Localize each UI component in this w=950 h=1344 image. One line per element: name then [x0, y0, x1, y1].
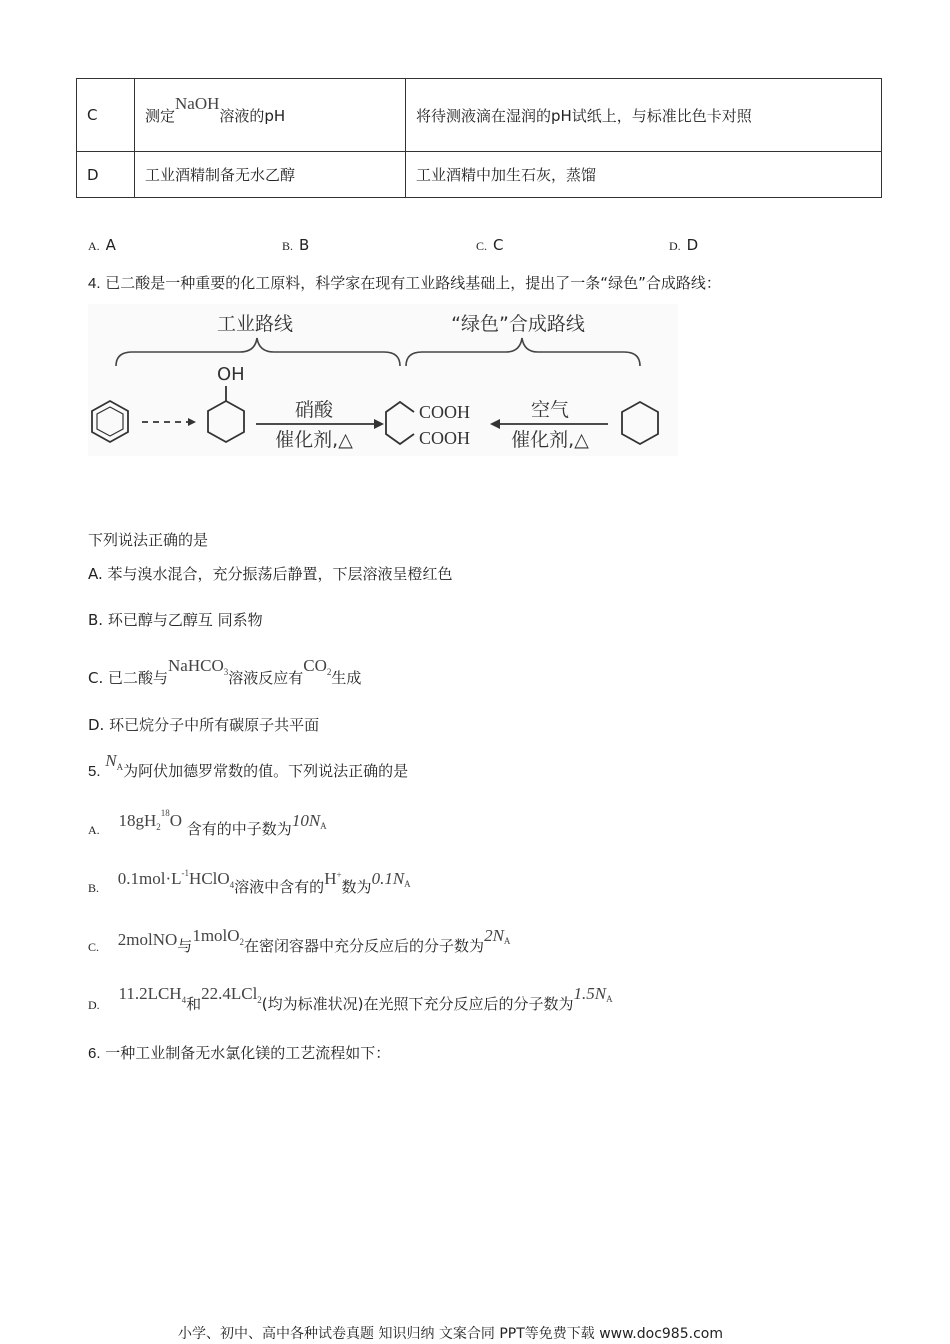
row-letter: D	[77, 152, 135, 198]
experiment-cell	[135, 79, 406, 152]
choice-d: D. D	[669, 236, 699, 254]
choice-c: C. C	[476, 236, 504, 254]
table-row	[77, 152, 882, 198]
formula-nahco3: NaHCO	[168, 656, 224, 675]
experiment-cell: 工业酒精制备无水乙醇	[135, 152, 406, 198]
exp-text: 溶液的pH	[219, 106, 286, 125]
q4-option-c: C. 已二酸与NaHCO$^3$溶液反应有$CO^2$生成	[88, 656, 362, 687]
catalyst-label-1: 催化剂,△	[275, 429, 353, 451]
q4-option-a: A. 苯与溴水混合，充分振荡后静置，下层溶液呈橙红色	[88, 565, 453, 583]
footer-banner: 小学、初中、高中各种试卷真题 知识归纳 文案合同 PPT等免费下载 www.doc985.com	[178, 1326, 723, 1342]
formula-naoh: NaOH	[175, 93, 220, 113]
q4-stem: 4. 已二酸是一种重要的化工原料，科学家在现有工业路线基础上，提出了一条“绿色”合成路线：	[88, 274, 721, 292]
choice-a: A. A	[88, 236, 116, 254]
cooh-top: COOH	[419, 402, 471, 422]
q4-question: 下列说法正确的是	[88, 531, 209, 549]
q5-stem: 5. $N^A$为阿伏加德罗常数的值。下列说法正确的是	[88, 751, 409, 780]
method-cell: 将待测液滴在湿润的pH试纸上，与标准比色卡对照	[406, 79, 882, 152]
q5-option-b: B. $0.1mol\cdot L^{-1}HClO^4$溶液中含有的H+数为$0.1N^A$	[88, 868, 411, 896]
exp-text: 测定	[145, 106, 176, 125]
nitric-acid-label: 硝酸	[294, 399, 334, 421]
cooh-bottom: COOH	[419, 428, 471, 448]
method-cell: 工业酒精中加生石灰，蒸馏	[406, 152, 882, 198]
oh-label: OH	[217, 364, 245, 385]
q5-option-a: A. $18gH^{218}O$ 含有的中子数为$10N^A$	[88, 808, 327, 838]
choice-b: B. B	[282, 236, 310, 254]
options-table	[76, 78, 882, 198]
q4-option-d: D. 环已烷分子中所有碳原子共平面	[88, 716, 320, 734]
synthesis-route-diagram	[88, 304, 678, 456]
green-route-label: “绿色”合成路线	[451, 313, 585, 335]
formula-co2: CO	[303, 656, 327, 675]
table-row	[77, 79, 882, 152]
q4-option-b: B. 环已醇与乙醇互 同系物	[88, 611, 263, 629]
row-letter: C	[77, 79, 135, 152]
q5-option-c: C. 2molNO与1molO$^2$在密闭容器中充分反应后的分子数为$2N^A$	[88, 926, 511, 955]
catalyst-label-2: 催化剂,△	[511, 429, 589, 451]
na-symbol: N	[105, 751, 117, 770]
industrial-route-label: 工业路线	[216, 313, 294, 335]
q5-option-d: D. 11.2LCH$^4$和22.4LCl$^2$(均为标准状况)在光照下充分反应后的分子数为$1.5N^A$	[88, 984, 613, 1013]
q6-stem: 6. 一种工业制备无水氯化镁的工艺流程如下：	[88, 1044, 391, 1062]
air-label: 空气	[530, 399, 570, 421]
